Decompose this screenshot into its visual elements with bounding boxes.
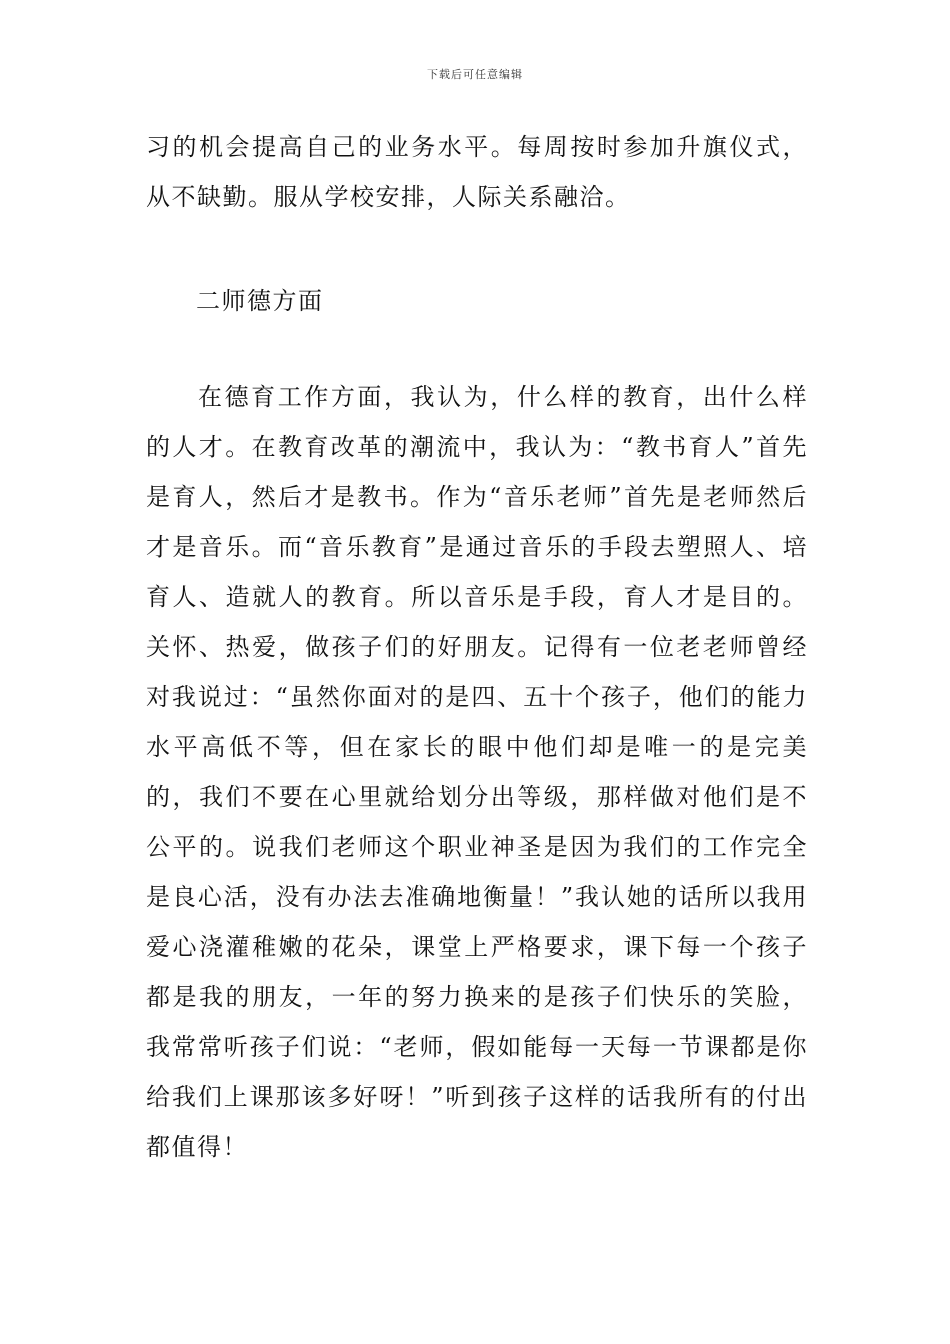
paragraph-continuation: 习的机会提高自己的业务水平。每周按时参加升旗仪式，从不缺勤。服从学校安排，人际关系融洽。 (146, 133, 808, 211)
section-heading: 二师德方面 (196, 287, 324, 315)
paragraph-moral-education: 在德育工作方面，我认为，什么样的教育，出什么样的人才。在教育改革的潮流中，我认为：“教书育人”首先是育人，然后才是教书。作为“音乐老师”首先是老师然后才是音乐。而“音乐教育”是通过音乐的手段去塑照人、培育人、造就人的教育。所以音乐是手段，育人才是目的。关怀、热爱，做孩子们的好朋友。记得有一位老老师曾经对我说过：“虽然你面对的是四、五十个孩子，他们的能力水平高低不等，但在家长的眼中他们却是唯一的是完美的，我们不要在心里就给划分出等级，那样做对他们是不公平的。说我们老师这个职业神圣是因为我们的工作完全是良心活，没有办法去准确地衡量！”我认她的话所以我用爱心浇灌稚嫩的花朵，课堂上严格要求，课下每一个孩子都是我的朋友，一年的努力换来的是孩子们快乐的笑脸，我常常听孩子们说：“老师，假如能每一天每一节课都是你给我们上课那该多好呀！”听到孩子这样的话我所有的付出都值得！ (146, 383, 808, 1161)
page-header-note: 下载后可任意编辑 (427, 68, 523, 81)
